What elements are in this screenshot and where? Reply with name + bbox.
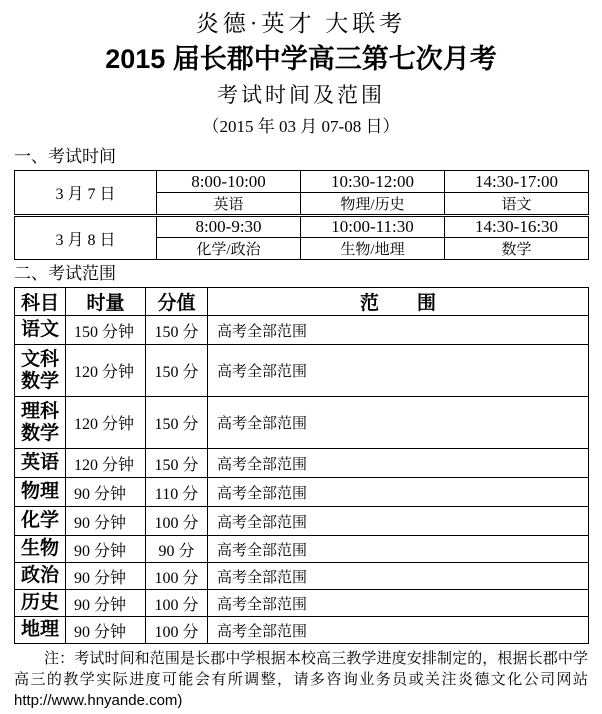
scope-score-cell: 150 分 [146,397,208,449]
scope-range-cell: 高考全部范围 [208,316,589,345]
scope-row [15,478,589,507]
scope-header-subject: 科目 [15,288,66,316]
schedule-date-cell: 3 月 7 日 [15,171,157,216]
scope-row [15,397,589,449]
exam-scope-table [14,287,589,644]
scope-range-cell: 高考全部范围 [208,590,589,617]
schedule-time-cell: 8:00-9:30 [157,216,301,238]
schedule-subject-cell: 物理/历史 [301,193,445,216]
scope-range-cell: 高考全部范围 [208,507,589,536]
scope-score-cell: 100 分 [146,590,208,617]
scope-score-cell: 100 分 [146,507,208,536]
scope-row [15,590,589,617]
schedule-time-cell: 10:00-11:30 [301,216,445,238]
scope-duration-cell: 120 分钟 [66,345,146,397]
schedule-subject-cell: 数学 [445,238,589,260]
scope-subject-cell: 语文 [15,316,66,345]
scope-subject-cell: 英语 [15,449,66,478]
scope-duration-cell: 90 分钟 [66,563,146,590]
schedule-day2-times-row [15,216,589,238]
scope-subject-cell: 历史 [15,590,66,617]
scope-row [15,507,589,536]
schedule-time-cell: 14:30-17:00 [445,171,589,193]
scope-row [15,536,589,563]
schedule-time-cell: 14:30-16:30 [445,216,589,238]
scope-duration-cell: 150 分钟 [66,316,146,345]
scope-range-cell: 高考全部范围 [208,449,589,478]
scope-row [15,617,589,644]
scope-header-row [15,288,589,316]
page-title: 2015 届长郡中学高三第七次月考 [105,44,497,74]
scope-subject-cell: 理科数学 [15,397,66,449]
schedule-subject-cell: 语文 [445,193,589,216]
brand-title: 炎德·英才 大联考 [195,11,407,36]
scope-range-cell: 高考全部范围 [208,563,589,590]
scope-range-cell: 高考全部范围 [208,617,589,644]
scope-range-cell: 高考全部范围 [208,536,589,563]
scope-row [15,316,589,345]
scope-header-range: 范 围 [208,288,589,316]
scope-score-cell: 150 分 [146,316,208,345]
scope-row [15,563,589,590]
scope-header-score: 分值 [146,288,208,316]
scope-header-duration: 时量 [66,288,146,316]
scope-duration-cell: 90 分钟 [66,478,146,507]
scope-duration-cell: 90 分钟 [66,590,146,617]
schedule-subject-cell: 英语 [157,193,301,216]
scope-score-cell: 150 分 [146,345,208,397]
schedule-time-cell: 8:00-10:00 [157,171,301,193]
footnote: 注：考试时间和范围是长郡中学根据本校高三教学进度安排制定的，根据长郡中学高三的教学实际进度可能会有所调整，请多咨询业务员或关注炎德文化公司网站 http://www.hnyande.com) [14,650,588,709]
scope-score-cell: 110 分 [146,478,208,507]
scope-row [15,449,589,478]
section-heading-exam-time: 一、考试时间 [14,147,116,166]
scope-range-cell: 高考全部范围 [208,397,589,449]
scope-range-cell: 高考全部范围 [208,478,589,507]
document-subtitle: 考试时间及范围 [217,83,385,107]
scope-row [15,345,589,397]
scope-subject-cell: 文科数学 [15,345,66,397]
scope-range-cell: 高考全部范围 [208,345,589,397]
scope-subject-cell: 生物 [15,536,66,563]
scope-duration-cell: 120 分钟 [66,449,146,478]
scope-score-cell: 150 分 [146,449,208,478]
scope-duration-cell: 90 分钟 [66,536,146,563]
schedule-time-cell: 10:30-12:00 [301,171,445,193]
scope-score-cell: 100 分 [146,617,208,644]
exam-date-range: （2015 年 03 月 07-08 日） [202,117,400,136]
scope-score-cell: 100 分 [146,563,208,590]
scope-duration-cell: 90 分钟 [66,617,146,644]
scope-duration-cell: 120 分钟 [66,397,146,449]
scope-subject-cell: 地理 [15,617,66,644]
schedule-date-cell: 3 月 8 日 [15,216,157,260]
scope-duration-cell: 90 分钟 [66,507,146,536]
scope-subject-cell: 化学 [15,507,66,536]
exam-schedule-table [14,170,589,260]
schedule-day1-times-row [15,171,589,193]
scope-subject-cell: 物理 [15,478,66,507]
scope-score-cell: 90 分 [146,536,208,563]
schedule-subject-cell: 生物/地理 [301,238,445,260]
scope-subject-cell: 政治 [15,563,66,590]
section-heading-exam-scope: 二、考试范围 [14,264,116,283]
schedule-subject-cell: 化学/政治 [157,238,301,260]
